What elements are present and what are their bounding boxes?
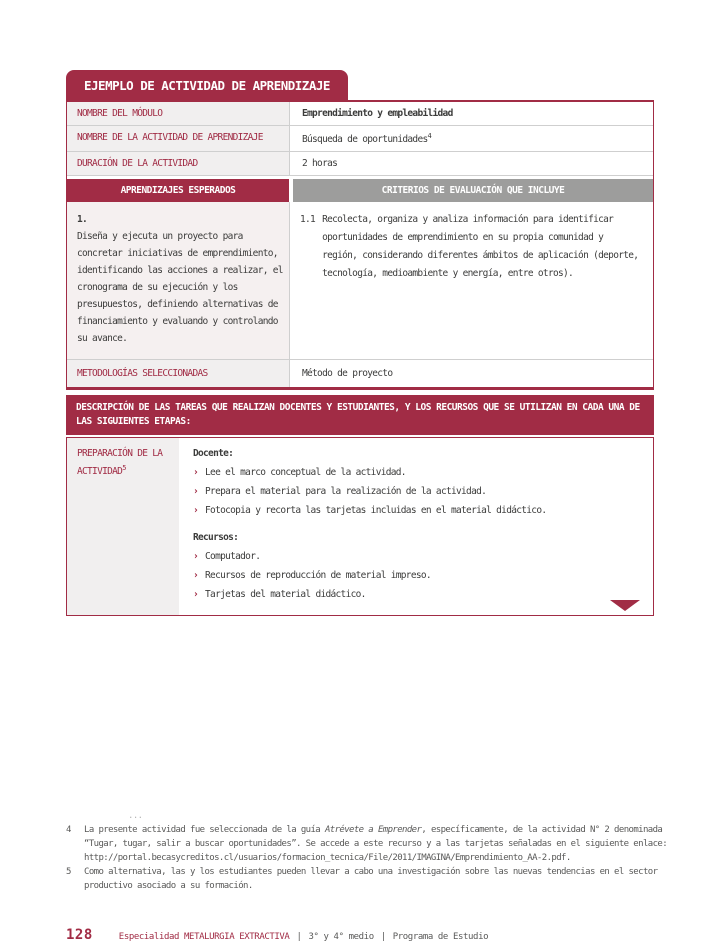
table-row [67,102,653,126]
footnote-number: 5 [66,867,71,878]
footer-separator: | [296,932,302,943]
bullet-icon: › [193,467,199,479]
preparation-stage-text: PREPARACIÓN DE LA ACTIVIDAD [77,448,163,478]
recursos-item-text: Computador. [205,551,261,563]
list-item [193,485,639,498]
bullet-icon: › [193,505,199,517]
docente-item-text: Prepara el material para la realización de la actividad. [205,486,487,498]
page-footer [66,927,654,943]
duration-label: DURACIÓN DE LA ACTIVIDAD [67,152,289,175]
methodology-value: Método de proyecto [289,360,653,387]
activity-name-text: Búsqueda de oportunidades [302,134,428,146]
objective-number: 1. [77,214,88,226]
footnote-text [84,823,670,865]
learning-content-row [67,202,653,359]
bullet-icon: › [193,589,199,601]
preparation-stage-label [67,438,179,615]
list-item [193,588,639,601]
docente-item-text: Fotocopia y recorta las tarjetas incluidas en el material didáctico. [205,505,547,517]
footnote-number: 4 [66,825,71,836]
activity-name-value [289,126,653,151]
footnote-text-part: La presente actividad fue seleccionada de la guía [84,825,325,836]
footnote-text: Como alternativa, las y los estudiantes pueden llevar a cabo una investigación sobre las nuevas tendencias en el sector productivo asociado a su formación. [84,867,658,892]
criteria-number: 1.1 [300,214,316,226]
docente-item-text: Lee el marco conceptual de la actividad. [205,467,406,479]
list-item [193,550,639,563]
footer-specialty: Especialidad METALURGIA EXTRACTIVA [118,932,290,943]
table-row [67,126,653,152]
activity-preparation-block [66,437,654,616]
methodology-row [67,359,653,387]
document-page [66,70,668,943]
recursos-item-text: Recursos de reproducción de material impreso. [205,570,431,582]
list-item [193,569,639,582]
footnote-marker-5: 5 [122,464,127,473]
duration-value: 2 horas [289,152,653,175]
continuation-arrow-icon [610,600,640,611]
footnote-text-part: , específicamente, de la actividad N° 2 denominada “Tugar, tugar, salir a buscar oportunidades”. Se accede a este recurso y a las tarjetas señaladas en el siguiente enlace: http://portal.becasycreditos.cl/usuarios/formacion_tecnica/File/2011/IMAGINA/Emprendimiento_AA-2.pdf. [84,825,668,864]
footer-separator: | [380,932,386,943]
methodology-label: METODOLOGÍAS SELECCIONADAS [67,360,289,387]
objective-text: Diseña y ejecuta un proyecto para concretar iniciativas de emprendimiento, identificando las acciones a realizar, el cronograma de su ejecución y los presupuestos, definiendo alternativas de financiamiento y evaluando y controlando su avance. [77,231,283,345]
activity-name-label: NOMBRE DE LA ACTIVIDAD DE APRENDIZAJE [67,126,289,151]
footnote-5 [66,865,670,893]
tasks-description-banner: DESCRIPCIÓN DE LAS TAREAS QUE REALIZAN DOCENTES Y ESTUDIANTES, Y LOS RECURSOS QUE SE UTILIZAN EN CADA UNA DE LAS SIGUIENTES ETAPAS: [66,395,654,435]
bullet-icon: › [193,551,199,563]
footer-program: Programa de Estudio [392,932,489,943]
bullet-icon: › [193,570,199,582]
preparation-content [179,438,653,615]
page-number: 128 [66,927,93,943]
guide-title-italic: Atrévete a Emprender [324,825,422,836]
footer-grade: 3° y 4° medio [308,932,374,943]
module-name-label: NOMBRE DEL MÓDULO [67,102,289,125]
bullet-icon: › [193,486,199,498]
list-item [193,466,639,479]
activity-info-table [66,100,654,390]
criteria-text: Recolecta, organiza y analiza información para identificar oportunidades de emprendimiento en su propia comunidad y región, considerando diferentes ámbitos de aplicación (deporte, tecnología, medioambiente y energía, entre otros). [322,214,639,280]
table-header-row [67,179,653,202]
docente-heading: Docente: [193,448,234,460]
footnotes-section [66,809,670,893]
list-item [193,504,639,517]
footnote-4 [66,823,670,865]
module-name-value: Emprendimiento y empleabilidad [289,102,653,125]
criteria-cell [289,202,653,359]
table-row [67,152,653,176]
footnote-ellipsis: ... [128,811,143,822]
recursos-heading: Recursos: [193,532,239,544]
recursos-item-text: Tarjetas del material didáctico. [205,589,366,601]
objective-cell [67,202,289,359]
activity-example-title: EJEMPLO DE ACTIVIDAD DE APRENDIZAJE [66,70,348,100]
footer-meta [119,932,488,942]
evaluation-criteria-header: CRITERIOS DE EVALUACIÓN QUE INCLUYE [293,179,653,202]
expected-learnings-header: APRENDIZAJES ESPERADOS [67,179,289,202]
footnote-marker-4: 4 [427,132,432,140]
